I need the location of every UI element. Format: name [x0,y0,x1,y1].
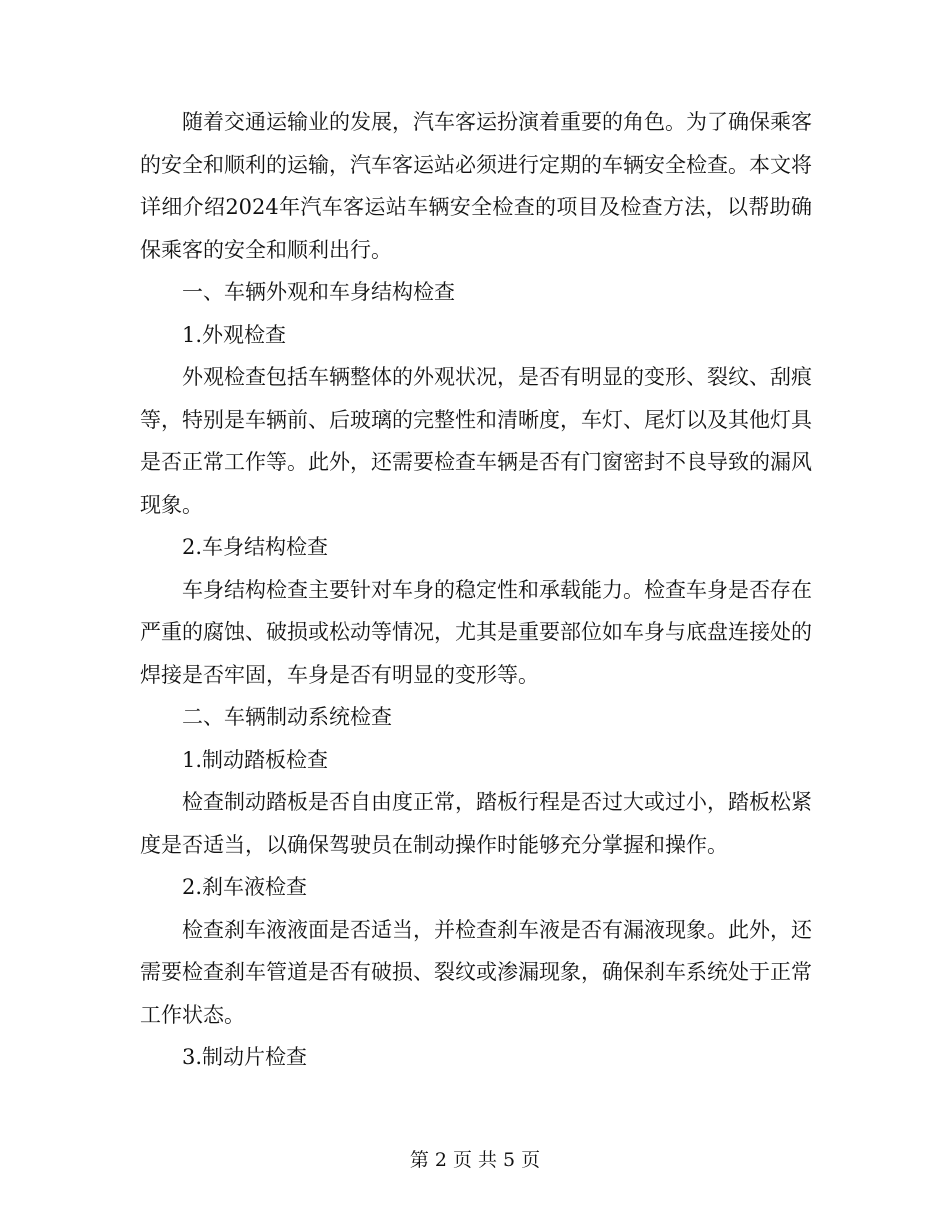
subheading-brake-pad-check: 3.制动片检查 [182,1045,308,1069]
brake-fluid-paragraph: 检查刹车液液面是否适当，并检查刹车液是否有漏液现象。此外，还需要检查刹车管道是否有破损、裂纹或渗漏现象，确保刹车系统处于正常工作状态。 [140,917,812,1027]
section-heading-brake-system: 二、车辆制动系统检查 [182,705,392,729]
section-heading-exterior: 一、车辆外观和车身结构检查 [182,280,455,304]
subheading-brake-pedal-check: 1.制动踏板检查 [182,747,329,772]
intro-paragraph: 随着交通运输业的发展，汽车客运扮演着重要的角色。为了确保乘客的安全和顺利的运输，汽车客运站必须进行定期的车辆安全检查。本文将详细介绍2024年汽车客运站车辆安全检查的项目及检查方法，以帮助确保乘客的安全和顺利出行。 [140,110,812,262]
subheading-brake-fluid-check: 2.刹车液检查 [182,875,308,899]
body-structure-paragraph: 车身结构检查主要针对车身的稳定性和承载能力。检查车身是否存在严重的腐蚀、破损或松动等情况，尤其是重要部位如车身与底盘连接处的焊接是否牢固，车身是否有明显的变形等。 [140,577,812,687]
brake-pedal-paragraph: 检查制动踏板是否自由度正常，踏板行程是否过大或过小，踏板松紧度是否适当，以确保驾驶员在制动操作时能够充分掌握和操作。 [140,790,812,857]
page-number-footer: 第 2 页 共 5 页 [409,1149,541,1171]
subheading-appearance-check: 1.外观检查 [182,322,287,347]
document-body [140,101,812,1079]
subheading-body-structure-check: 2.车身结构检查 [182,535,329,559]
appearance-check-paragraph: 外观检查包括车辆整体的外观状况，是否有明显的变形、裂纹、刮痕等，特别是车辆前、后玻璃的完整性和清晰度，车灯、尾灯以及其他灯具是否正常工作等。此外，还需要检查车辆是否有门窗密封不良导致的漏风现象。 [140,365,812,517]
